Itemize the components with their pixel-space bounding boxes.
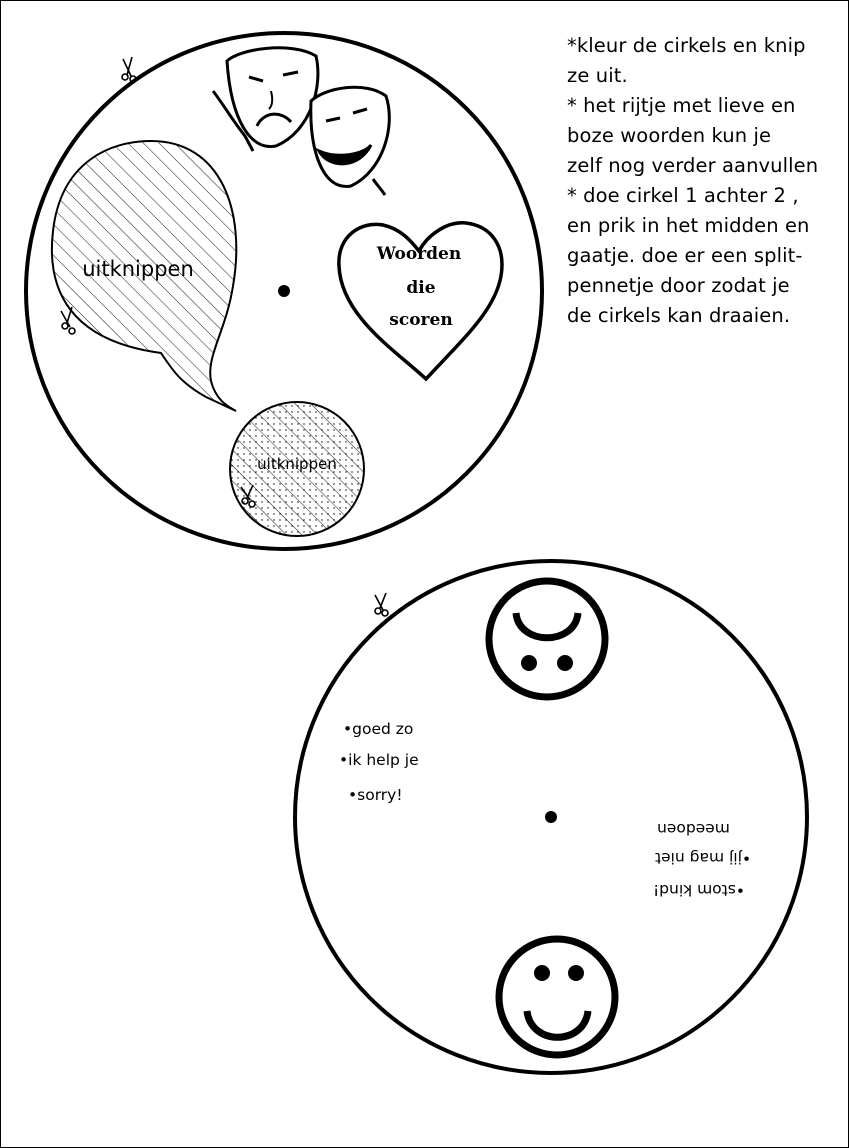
- instruction-line: en prik in het midden en: [567, 214, 810, 237]
- kind-word-1: •goed zo: [343, 720, 414, 738]
- angry-word-2: •jij mag niet: [655, 849, 752, 867]
- heart-text-line-2: die: [406, 278, 436, 298]
- instruction-line: de cirkels kan draaien.: [567, 304, 791, 327]
- sad-face-icon: [489, 581, 605, 697]
- instruction-line: boze woorden kun je: [567, 124, 772, 147]
- angry-word-3: meedoen: [657, 820, 730, 838]
- scissors-icon: [375, 593, 388, 616]
- kind-word-3: •sorry!: [348, 786, 403, 804]
- instruction-line: pennetje door zodat je: [567, 274, 790, 297]
- instruction-line: * doe cirkel 1 achter 2 ,: [567, 184, 799, 207]
- instruction-line: ze uit.: [567, 64, 628, 87]
- scissors-icon: [122, 57, 136, 82]
- bubble-label: uitknippen: [82, 257, 194, 281]
- instruction-line: gaatje. doe er een split-: [567, 244, 803, 267]
- heart-text-line-1: Woorden: [376, 244, 462, 264]
- instruction-line: zelf nog verder aanvullen: [567, 154, 819, 177]
- kind-word-2: •ik help je: [339, 751, 419, 769]
- heart-text-line-3: scoren: [389, 310, 453, 330]
- angry-word-1: •stom kind!: [653, 881, 745, 899]
- small-circle-label: uitknippen: [257, 455, 337, 473]
- center-dot-circle-2: [545, 811, 557, 823]
- center-dot-circle-1: [278, 285, 290, 297]
- instructions-text: [567, 31, 849, 331]
- theater-masks-icon: [213, 48, 389, 195]
- instruction-line: * het rijtje met lieve en: [567, 94, 796, 117]
- instruction-line: *kleur de cirkels en knip: [567, 34, 806, 57]
- happy-face-icon: [499, 939, 615, 1055]
